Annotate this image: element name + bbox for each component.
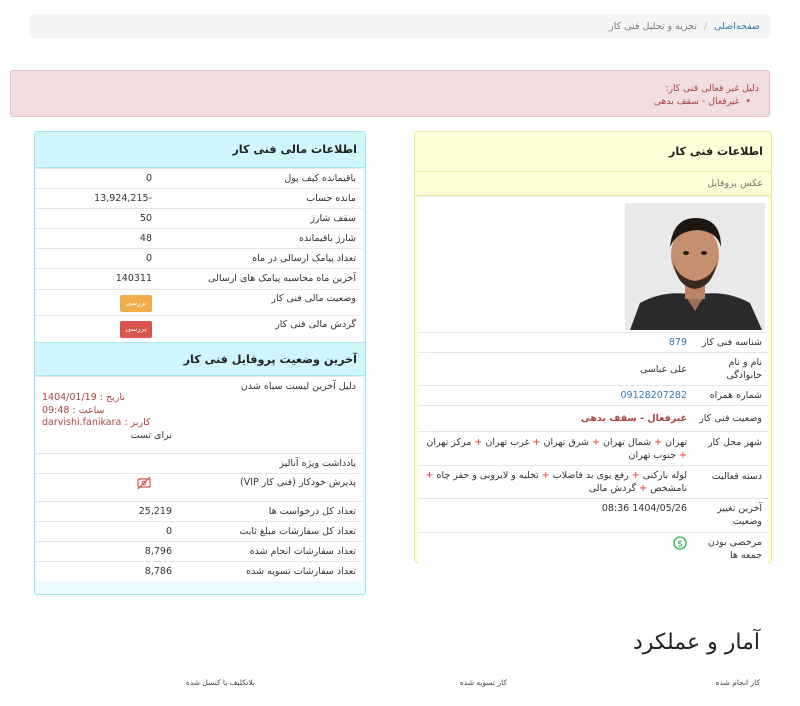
table-row <box>36 189 362 209</box>
finance-row-label: تعداد پیامک ارسالی در ماه <box>192 249 362 269</box>
breadcrumb <box>30 14 770 38</box>
finance-row-label: باقیمانده کیف پول <box>192 169 362 189</box>
profile-stat-label: تعداد سفارشات انجام شده <box>212 541 362 561</box>
profile-status-title: آخرین وضعیت پروفایل فنی کار <box>35 342 365 376</box>
category-item: لوله بازکنی <box>642 470 687 481</box>
table-row <box>36 561 362 581</box>
tech-changed-label: آخرین تغییر وضعیت <box>693 499 768 533</box>
finance-row-value: 140311 <box>36 269 192 289</box>
technician-panel <box>414 131 772 563</box>
tab-completed[interactable]: کار انجام شده <box>715 678 760 687</box>
city-separator: + <box>529 436 544 448</box>
blacklist-date: تاریخ : 1404/01/19 <box>42 392 125 403</box>
table-row <box>36 169 362 189</box>
profile-photo-image <box>625 203 765 330</box>
table-row <box>418 533 768 566</box>
category-item: رفع بوی بد فاضلاب <box>552 470 629 481</box>
table-row <box>36 249 362 269</box>
city-item: غرب تهران <box>485 436 530 448</box>
finance-row-value: 0 <box>36 169 192 189</box>
finance-panel <box>34 131 366 595</box>
finance-row-label: سقف شارژ <box>192 209 362 229</box>
profile-stat-value: 8,796 <box>36 541 212 561</box>
table-row <box>36 209 362 229</box>
table-row <box>418 466 768 499</box>
profile-stat-value: 25,219 <box>36 501 212 521</box>
blacklist-time: ساعت : 09:48 <box>42 404 105 416</box>
city-separator: + <box>651 436 666 448</box>
table-row <box>36 269 362 289</box>
table-row <box>418 406 768 432</box>
technician-table <box>418 332 768 565</box>
finance-row-value: 50 <box>36 209 192 229</box>
blacklist-note: برای تست <box>130 429 172 441</box>
table-row <box>36 541 362 561</box>
tech-name-label: نام و نام خانوادگی <box>693 353 768 386</box>
table-row <box>36 521 362 541</box>
profile-stat-value: 0 <box>36 521 212 541</box>
tech-city-list <box>418 432 693 466</box>
table-row <box>36 377 362 454</box>
technician-panel-title: اطلاعات فنی کار <box>415 132 771 172</box>
profile-photo <box>418 196 768 332</box>
inactive-reason-alert <box>10 70 770 117</box>
profile-status-table <box>36 376 362 501</box>
city-separator: + <box>588 436 603 448</box>
city-item: شمال تهران <box>602 436 652 448</box>
category-item: گردش مالی <box>588 483 637 494</box>
profile-stat-label: تعداد کل درخواست ها <box>212 501 362 521</box>
tab-settled[interactable]: کار تسویه شده <box>459 678 507 687</box>
category-item: تخلیه و لایروبی و حفر چاه <box>436 470 539 481</box>
category-separator: + <box>628 470 643 481</box>
stats-heading: آمار و عملکرد <box>632 630 760 655</box>
blacklist-user: کاربر : darvishi.fanikara <box>42 417 151 428</box>
city-item: مرکز تهران <box>426 436 472 448</box>
breadcrumb-current: تجزیه و تحلیل فنی کار <box>609 20 697 32</box>
table-row <box>36 315 362 342</box>
finance-panel-title: اطلاعات مالی فنی کار <box>35 132 365 168</box>
finance-status-review-button[interactable]: بررسی <box>120 295 152 312</box>
table-row <box>418 333 768 353</box>
profile-stat-value: 8,786 <box>36 561 212 581</box>
tech-changed: 08:36 1404/05/26 <box>418 499 693 533</box>
finance-flow-review-button[interactable]: بررسی <box>120 321 152 338</box>
table-row <box>418 353 768 386</box>
category-item: نامشخص <box>650 483 687 494</box>
finance-row-value: 48 <box>36 229 192 249</box>
vip-label: پذیرش خودکار (فنی کار VIP) <box>212 474 362 501</box>
table-row <box>36 501 362 521</box>
city-item: تهران <box>665 436 687 448</box>
analysis-note-label: یادداشت ویژه آنالیز <box>212 454 362 474</box>
tech-id-link[interactable]: 879 <box>418 333 693 353</box>
tech-friday-label: مرخصی بودن جمعه ها <box>693 533 768 566</box>
table-row <box>36 229 362 249</box>
category-separator: + <box>636 483 651 494</box>
table-row <box>418 499 768 533</box>
vip-disabled-icon <box>137 477 151 490</box>
category-separator: + <box>425 470 437 481</box>
city-separator: + <box>471 436 486 448</box>
blacklist-label: دلیل آخرین لیست سیاه شدن <box>212 377 362 454</box>
profile-photo-label: عکس پروفایل <box>415 172 771 196</box>
friday-off-icon <box>673 536 687 550</box>
table-row <box>36 289 362 315</box>
tech-category-list <box>418 466 693 499</box>
breadcrumb-home-link[interactable]: صفحه‌اصلی <box>714 20 760 32</box>
tech-category-label: دسته فعالیت <box>693 466 768 499</box>
city-separator: + <box>676 449 687 461</box>
finance-row-value: 0 <box>36 249 192 269</box>
finance-status-label: وضعیت مالی فنی کار <box>192 289 362 315</box>
finance-flow-label: گردش مالی فنی کار <box>192 315 362 342</box>
tab-pending-cancelled[interactable]: بلاتکلیف یا کنسل شده <box>185 678 255 687</box>
tech-phone-link[interactable]: 09128207282 <box>418 386 693 406</box>
category-separator: + <box>538 470 553 481</box>
city-item: شرق تهران <box>543 436 589 448</box>
tech-status-label: وضعیت فنی کار <box>693 406 768 432</box>
city-item: جنوب تهران <box>628 449 677 461</box>
tech-city-label: شهر محل کار <box>693 432 768 466</box>
profile-stat-label: تعداد سفارشات تسویه شده <box>212 561 362 581</box>
svg-text:$: $ <box>677 539 683 550</box>
finance-row-label: آخرین ماه محاسبه پیامک های ارسالی <box>192 269 362 289</box>
tech-name: علی عباسی <box>418 353 693 386</box>
finance-row-label: مانده حساب <box>192 189 362 209</box>
finance-row-label: شارژ باقیمانده <box>192 229 362 249</box>
table-row <box>36 454 362 474</box>
breadcrumb-separator: / <box>703 20 708 32</box>
tech-phone-label: شماره همراه <box>693 386 768 406</box>
finance-row-value: -13,924,215 <box>36 189 192 209</box>
alert-item: • غیرفعال - سقف بدهی <box>21 95 751 108</box>
table-row <box>418 432 768 466</box>
tech-status: غیرفعال - سقف بدهی <box>418 406 693 432</box>
table-row <box>418 386 768 406</box>
tech-id-label: شناسه فنی کار <box>693 333 768 353</box>
table-row <box>36 474 362 501</box>
alert-title: دلیل غیر فعالی فنی کار: <box>665 83 759 94</box>
finance-table <box>36 168 362 289</box>
profile-stat-label: تعداد کل سفارشات مبلغ ثابت <box>212 521 362 541</box>
